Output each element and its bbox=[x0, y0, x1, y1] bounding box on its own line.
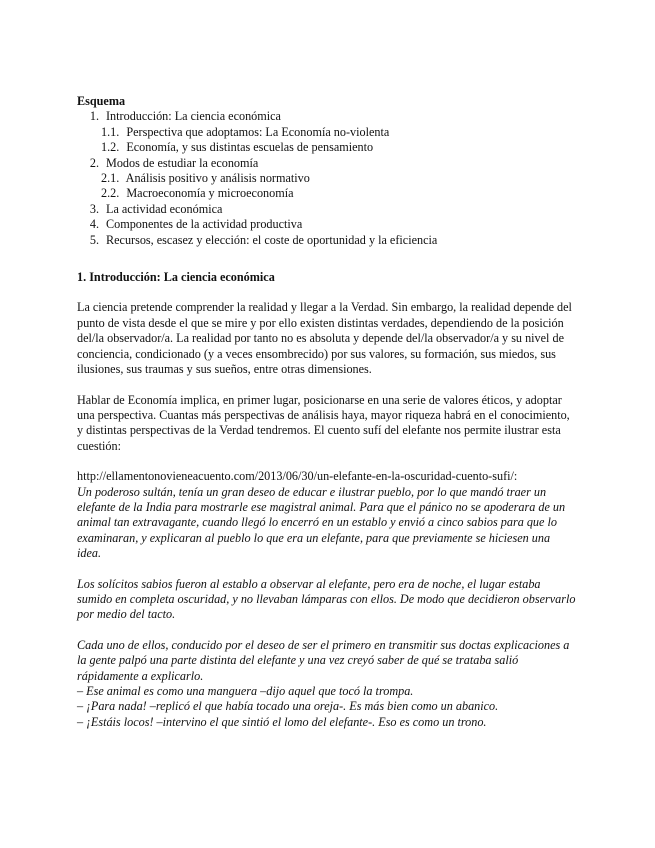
outline-subitem-text: Macroeconomía y microeconomía bbox=[126, 186, 294, 201]
outline-subitem-text: Perspectiva que adoptamos: La Economía no-violenta bbox=[126, 124, 390, 139]
document-page bbox=[77, 94, 577, 730]
outline-subitem-text: Análisis positivo y análisis normativo bbox=[125, 171, 310, 186]
dialogue-line: – ¡Estáis locos! –intervino el que sintió el lomo del elefante-. Eso es como un trono. bbox=[77, 714, 487, 729]
outline-item bbox=[77, 109, 577, 124]
outline-subitem-text: Economía, y sus distintas escuelas de pensamiento bbox=[126, 140, 374, 155]
outline-item-text: Componentes de la actividad productiva bbox=[106, 217, 303, 232]
outline-item bbox=[77, 156, 577, 171]
section-heading: 1. Introducción: La ciencia económica bbox=[77, 270, 275, 285]
outline-subitem-number: 1.1. bbox=[101, 124, 120, 139]
outline-list bbox=[77, 109, 577, 248]
outline-item-number: 2. bbox=[89, 155, 99, 170]
outline-item-text: La actividad económica bbox=[106, 201, 223, 216]
outline-subitem bbox=[77, 125, 577, 140]
outline-item-text: Introducción: La ciencia económica bbox=[106, 109, 281, 124]
story-paragraph: Cada uno de ellos, conducido por el deseo de ser el primero en transmitir sus doctas explicaciones a la gente palpó una parte distinta del elefante y una vez creyó saber de qué se trataba salió rápidamente a explicarlo. bbox=[77, 637, 570, 683]
outline-item-number: 3. bbox=[89, 201, 99, 216]
story-paragraph: Los solícitos sabios fueron al establo a observar al elefante, pero era de noche, el lugar estaba sumido en completa oscuridad, y no llevaban lámparas con ellos. De modo que decidieron observarlo por medio del tacto. bbox=[77, 576, 576, 622]
outline-item-number: 1. bbox=[89, 109, 99, 124]
outline-subitem-number: 1.2. bbox=[101, 140, 120, 155]
outline-item-text: Recursos, escasez y elección: el coste de oportunidad y la eficiencia bbox=[106, 232, 438, 247]
outline-item bbox=[77, 202, 577, 217]
outline-item-number: 5. bbox=[89, 232, 99, 247]
outline-subitem bbox=[77, 140, 577, 155]
outline-title: Esquema bbox=[77, 94, 126, 108]
outline-item-number: 4. bbox=[89, 217, 99, 232]
outline-subitem bbox=[77, 186, 577, 201]
outline-subitem-number: 2.1. bbox=[101, 171, 120, 186]
outline-subitem-number: 2.2. bbox=[101, 186, 120, 201]
source-url: http://ellamentonovieneacuento.com/2013/06/30/un-elefante-en-la-oscuridad-cuento-sufi/: bbox=[77, 469, 518, 484]
dialogue-line: – Ese animal es como una manguera –dijo aquel que tocó la trompa. bbox=[77, 684, 414, 698]
story-paragraph: Un poderoso sultán, tenía un gran deseo de educar e ilustrar pueblo, por lo que mandó traer un elefante de la India para mostrarle ese magistral animal. Para que el pánico no se apoderara de un animal tan extravagante, cuando llegó lo encerró en un establo y envió a cinco sabios para que lo examinaran, y explicaran al pueblo lo que era un elefante, para que previamente se hiciesen una idea. bbox=[77, 484, 566, 561]
outline-item bbox=[77, 233, 577, 248]
intro-paragraph: La ciencia pretende comprender la realidad y llegar a la Verdad. Sin embargo, la realidad depende del punto de vista desde el que se mire y por ello existen distintas verdades, dependiendo de la posición del/la observador/a. La realidad por tanto no es absoluta y depende del/la observador/a y su nivel de conciencia, condicionado (y a veces ensombrecido) por sus valores, su formación, sus miedos, sus ilusiones, sus traumas y sus sueños, entre otras dimensiones. bbox=[77, 300, 572, 377]
outline-item-text: Modos de estudiar la economía bbox=[106, 155, 259, 170]
outline-subitem bbox=[77, 171, 577, 186]
perspective-paragraph: Hablar de Economía implica, en primer lugar, posicionarse en una serie de valores éticos, y adoptar una perspectiva. Cuantas más perspectivas de análisis haya, mayor riqueza habrá en el conocimiento, y distintas perspectivas de la Verdad tendremos. El cuento sufí del elefante nos permite ilustrar esta cuestión: bbox=[77, 392, 570, 453]
outline-item bbox=[77, 217, 577, 232]
dialogue-line: – ¡Para nada! –replicó el que había tocado una oreja-. Es más bien como un abanico. bbox=[77, 699, 499, 714]
